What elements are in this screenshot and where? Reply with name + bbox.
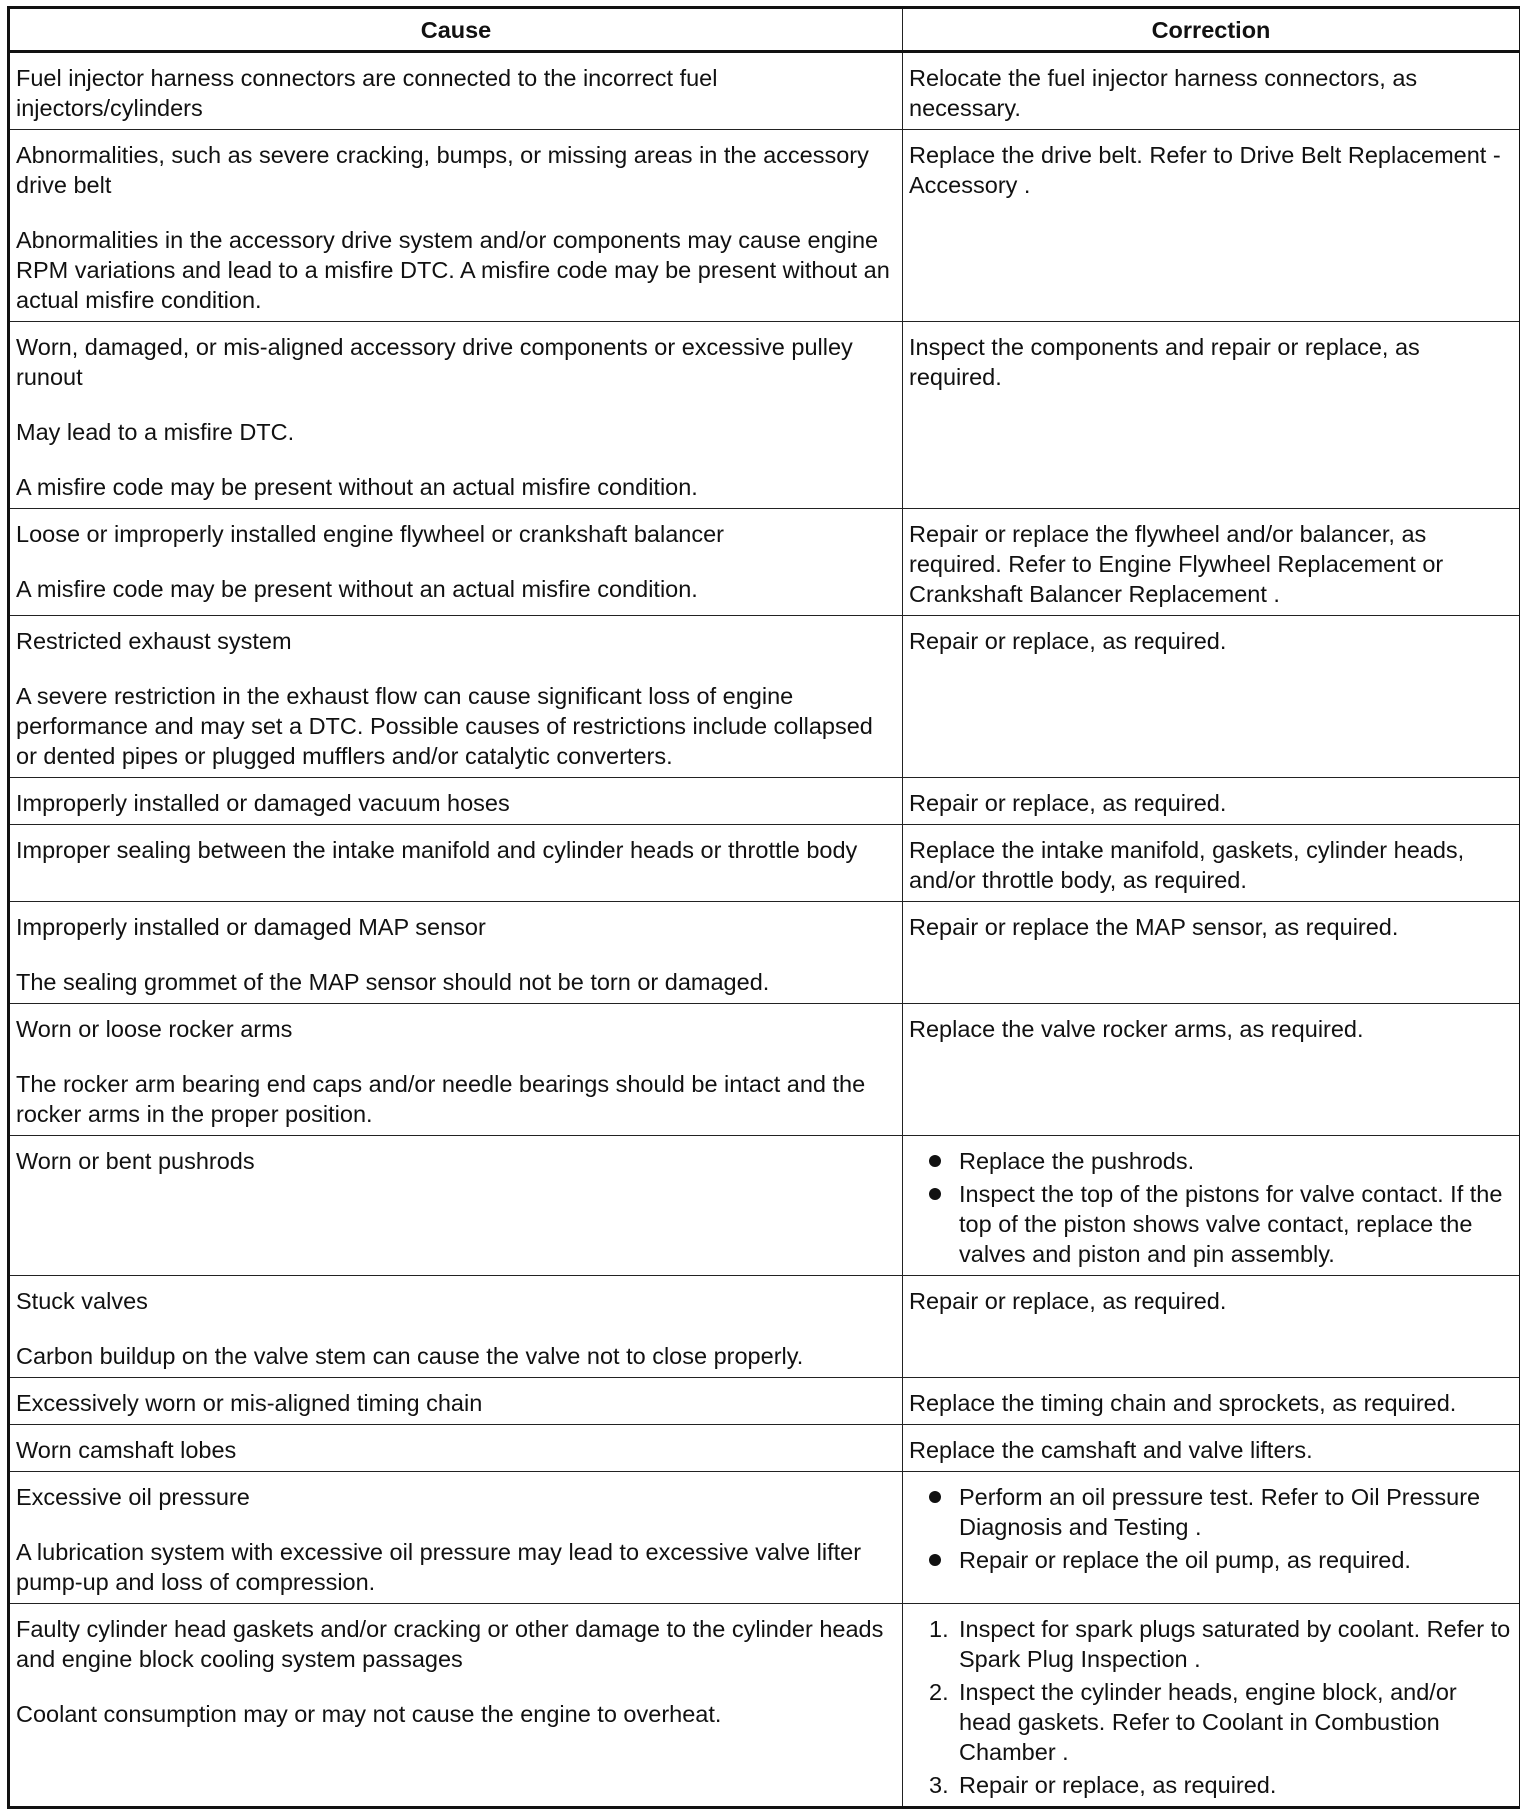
cause-text: Excessively worn or mis-aligned timing chain [16, 1388, 896, 1418]
correction-text: Replace the valve rocker arms, as required. [909, 1014, 1513, 1044]
bullet-icon [929, 1188, 941, 1200]
document-page [7, 6, 1519, 1809]
cause-cell [9, 778, 903, 825]
cause-note: A lubrication system with excessive oil pressure may lead to excessive valve lifter pump-up and loss of compression. [16, 1537, 896, 1597]
correction-text: Relocate the fuel injector harness connectors, as necessary. [909, 63, 1513, 123]
table-row [9, 1004, 1520, 1136]
table-row [9, 778, 1520, 825]
cause-text: Excessive oil pressure [16, 1482, 896, 1512]
cause-cell [9, 322, 903, 509]
table-body [9, 52, 1520, 1808]
list-item-text: Inspect the cylinder heads, engine block, and/or head gaskets. Refer to Coolant in Combustion Chamber . [959, 1679, 1457, 1765]
correction-cell [903, 1276, 1520, 1378]
correction-cell [903, 1425, 1520, 1472]
bullet-list [909, 1146, 1513, 1269]
list-item-text: Repair or replace, as required. [959, 1772, 1276, 1798]
correction-cell [903, 509, 1520, 616]
cause-text: Abnormalities, such as severe cracking, bumps, or missing areas in the accessory drive belt [16, 140, 896, 200]
table-row [9, 616, 1520, 778]
cause-note: Coolant consumption may or may not cause the engine to overheat. [16, 1699, 896, 1729]
correction-text: Replace the intake manifold, gaskets, cylinder heads, and/or throttle body, as required. [909, 835, 1513, 895]
table-row [9, 130, 1520, 322]
correction-text: Replace the drive belt. Refer to Drive Belt Replacement - Accessory . [909, 140, 1513, 200]
list-item-text: Inspect for spark plugs saturated by coolant. Refer to Spark Plug Inspection . [959, 1616, 1510, 1672]
cause-note: A severe restriction in the exhaust flow can cause significant loss of engine performance and may set a DTC. Possible causes of restrictions include collapsed or dented pipes or plugged mufflers and/or catalytic converters. [16, 681, 896, 771]
bullet-icon [929, 1491, 941, 1503]
cause-cell [9, 1276, 903, 1378]
cause-cell [9, 52, 903, 130]
cause-cell [9, 616, 903, 778]
cause-cell [9, 130, 903, 322]
cause-text: Loose or improperly installed engine flywheel or crankshaft balancer [16, 519, 896, 549]
correction-text: Replace the timing chain and sprockets, as required. [909, 1388, 1513, 1418]
numbered-list [909, 1614, 1513, 1800]
list-item-text: Replace the pushrods. [959, 1148, 1194, 1174]
table-row [9, 825, 1520, 902]
header-cause: Cause [9, 8, 903, 52]
correction-text: Replace the camshaft and valve lifters. [909, 1435, 1513, 1465]
list-number: 1. [929, 1614, 949, 1644]
correction-cell [903, 1472, 1520, 1604]
list-number: 3. [929, 1770, 949, 1800]
cause-text: Improper sealing between the intake manifold and cylinder heads or throttle body [16, 835, 896, 865]
correction-text: Repair or replace, as required. [909, 788, 1513, 818]
correction-text: Repair or replace, as required. [909, 1286, 1513, 1316]
list-item-text: Repair or replace the oil pump, as required. [959, 1547, 1411, 1573]
cause-cell [9, 825, 903, 902]
cause-text: Faulty cylinder head gaskets and/or cracking or other damage to the cylinder heads and engine block cooling system passages [16, 1614, 896, 1674]
cause-note: Carbon buildup on the valve stem can cause the valve not to close properly. [16, 1341, 896, 1371]
cause-cell [9, 509, 903, 616]
bullet-icon [929, 1554, 941, 1566]
table-row [9, 52, 1520, 130]
list-item [909, 1146, 1513, 1176]
correction-cell [903, 778, 1520, 825]
cause-cell [9, 1378, 903, 1425]
cause-cell [9, 1425, 903, 1472]
list-item [909, 1482, 1513, 1542]
table-row [9, 1604, 1520, 1808]
list-number: 2. [929, 1677, 949, 1707]
cause-cell [9, 1136, 903, 1276]
correction-cell [903, 616, 1520, 778]
table-row [9, 1136, 1520, 1276]
cause-note: May lead to a misfire DTC. [16, 417, 896, 447]
cause-note: A misfire code may be present without an actual misfire condition. [16, 574, 896, 604]
correction-text: Repair or replace the flywheel and/or balancer, as required. Refer to Engine Flywheel Replacement or Crankshaft Balancer Replacement . [909, 519, 1513, 609]
cause-text: Restricted exhaust system [16, 626, 896, 656]
cause-note: The rocker arm bearing end caps and/or needle bearings should be intact and the rocker arms in the proper position. [16, 1069, 896, 1129]
cause-text: Worn, damaged, or mis-aligned accessory drive components or excessive pulley runout [16, 332, 896, 392]
list-item [909, 1545, 1513, 1575]
correction-cell [903, 1604, 1520, 1808]
cause-text: Stuck valves [16, 1286, 896, 1316]
cause-text: Worn camshaft lobes [16, 1435, 896, 1465]
cause-note: The sealing grommet of the MAP sensor should not be torn or damaged. [16, 967, 896, 997]
correction-text: Inspect the components and repair or replace, as required. [909, 332, 1513, 392]
correction-cell [903, 825, 1520, 902]
table-header-row [9, 8, 1520, 52]
cause-cell [9, 1604, 903, 1808]
bullet-icon [929, 1155, 941, 1167]
cause-cell [9, 902, 903, 1004]
table-row [9, 1472, 1520, 1604]
correction-cell [903, 1004, 1520, 1136]
cause-correction-table [7, 6, 1520, 1809]
correction-cell [903, 130, 1520, 322]
cause-note: A misfire code may be present without an actual misfire condition. [16, 472, 896, 502]
cause-text: Fuel injector harness connectors are connected to the incorrect fuel injectors/cylinders [16, 63, 896, 123]
list-item [909, 1179, 1513, 1269]
list-item [909, 1614, 1513, 1674]
table-row [9, 1276, 1520, 1378]
list-item [909, 1770, 1513, 1800]
cause-text: Worn or bent pushrods [16, 1146, 896, 1176]
list-item-text: Inspect the top of the pistons for valve contact. If the top of the piston shows valve contact, replace the valves and piston and pin assembly. [959, 1181, 1502, 1267]
correction-text: Repair or replace, as required. [909, 626, 1513, 656]
cause-note: Abnormalities in the accessory drive system and/or components may cause engine RPM variations and lead to a misfire DTC. A misfire code may be present without an actual misfire condition. [16, 225, 896, 315]
correction-text: Repair or replace the MAP sensor, as required. [909, 912, 1513, 942]
table-row [9, 322, 1520, 509]
cause-cell [9, 1472, 903, 1604]
correction-cell [903, 322, 1520, 509]
table-row [9, 1425, 1520, 1472]
cause-text: Improperly installed or damaged vacuum hoses [16, 788, 896, 818]
table-row [9, 1378, 1520, 1425]
list-item-text: Perform an oil pressure test. Refer to Oil Pressure Diagnosis and Testing . [959, 1484, 1480, 1540]
header-correction: Correction [903, 8, 1520, 52]
cause-text: Worn or loose rocker arms [16, 1014, 896, 1044]
cause-text: Improperly installed or damaged MAP sensor [16, 912, 896, 942]
correction-cell [903, 902, 1520, 1004]
bullet-list [909, 1482, 1513, 1575]
correction-cell [903, 1378, 1520, 1425]
correction-cell [903, 52, 1520, 130]
table-row [9, 902, 1520, 1004]
correction-cell [903, 1136, 1520, 1276]
list-item [909, 1677, 1513, 1767]
cause-cell [9, 1004, 903, 1136]
table-row [9, 509, 1520, 616]
